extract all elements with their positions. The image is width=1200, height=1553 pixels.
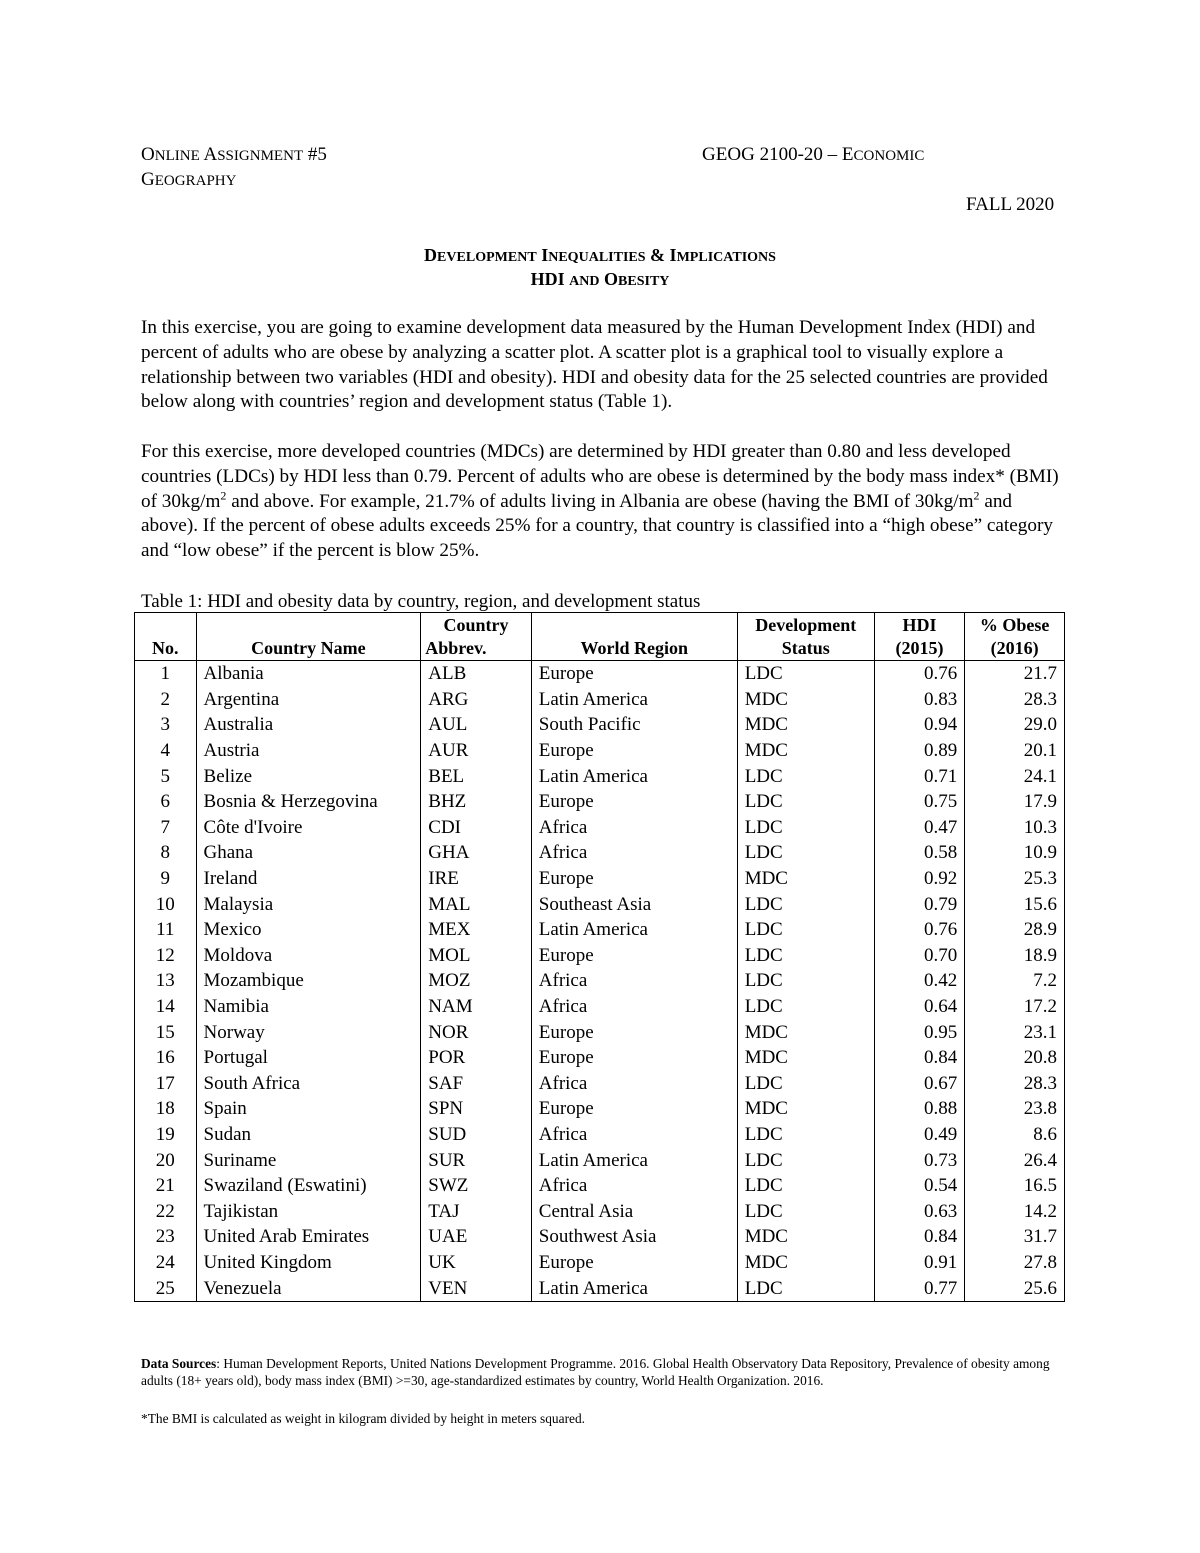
- cell-development-status: LDC: [737, 1198, 874, 1224]
- header-obese: [965, 613, 1065, 661]
- table-row: [135, 840, 1065, 866]
- cell-world-region: Latin America: [531, 687, 737, 713]
- cell-country-abbrev: MOL: [421, 943, 532, 969]
- cell-world-region: Southwest Asia: [531, 1224, 737, 1250]
- cell-country-name: United Kingdom: [196, 1250, 421, 1276]
- table-row: [135, 789, 1065, 815]
- cell-no: 15: [135, 1019, 197, 1045]
- cell-country-name: Mexico: [196, 917, 421, 943]
- cell-no: 5: [135, 763, 197, 789]
- cell-world-region: Europe: [531, 1045, 737, 1071]
- header-development-status: [737, 613, 874, 661]
- cell-hdi: 0.88: [874, 1096, 964, 1122]
- table-row: [135, 1173, 1065, 1199]
- cell-hdi: 0.58: [874, 840, 964, 866]
- table-caption: Table 1: HDI and obesity data by country, region, and development status: [141, 591, 701, 612]
- superscript-2: 2: [973, 488, 980, 503]
- table-row: [135, 1224, 1065, 1250]
- cell-world-region: Europe: [531, 789, 737, 815]
- cell-development-status: MDC: [737, 866, 874, 892]
- cell-country-name: Sudan: [196, 1122, 421, 1148]
- table-row: [135, 1122, 1065, 1148]
- cell-no: 17: [135, 1071, 197, 1097]
- cell-obese: 15.6: [965, 891, 1065, 917]
- cell-no: 18: [135, 1096, 197, 1122]
- cell-obese: 27.8: [965, 1250, 1065, 1276]
- document-title: DEVELOPMENT INEQUALITIES & IMPLICATIONS: [424, 245, 776, 265]
- cell-world-region: Central Asia: [531, 1198, 737, 1224]
- cell-world-region: Latin America: [531, 1147, 737, 1173]
- cell-obese: 20.8: [965, 1045, 1065, 1071]
- cell-obese: 23.1: [965, 1019, 1065, 1045]
- table-row: [135, 994, 1065, 1020]
- cell-country-name: Albania: [196, 661, 421, 687]
- cell-no: 16: [135, 1045, 197, 1071]
- cell-country-abbrev: SAF: [421, 1071, 532, 1097]
- cell-world-region: Europe: [531, 1250, 737, 1276]
- cell-country-name: Ghana: [196, 840, 421, 866]
- header-country-name: Country Name: [196, 613, 421, 661]
- table-row: [135, 687, 1065, 713]
- cell-world-region: Latin America: [531, 1275, 737, 1301]
- cell-obese: 21.7: [965, 661, 1065, 687]
- definition-text-3: and above). If the percent of obese adults exceeds 25% for a country, that country is classified into a “high obese” category and “low obese” if the percent is blow 25%.: [141, 490, 1053, 562]
- header-abbr-line1: Country: [443, 615, 509, 635]
- cell-world-region: Europe: [531, 866, 737, 892]
- data-table: [134, 612, 1065, 1302]
- cell-no: 9: [135, 866, 197, 892]
- cell-country-abbrev: NAM: [421, 994, 532, 1020]
- cell-development-status: LDC: [737, 840, 874, 866]
- cell-world-region: Africa: [531, 1173, 737, 1199]
- cell-development-status: MDC: [737, 1224, 874, 1250]
- cell-obese: 17.2: [965, 994, 1065, 1020]
- cell-hdi: 0.91: [874, 1250, 964, 1276]
- cell-hdi: 0.71: [874, 763, 964, 789]
- cell-hdi: 0.79: [874, 891, 964, 917]
- cell-hdi: 0.89: [874, 738, 964, 764]
- cell-country-abbrev: SUR: [421, 1147, 532, 1173]
- cell-development-status: MDC: [737, 1045, 874, 1071]
- cell-world-region: Africa: [531, 815, 737, 841]
- cell-no: 8: [135, 840, 197, 866]
- cell-hdi: 0.70: [874, 943, 964, 969]
- cell-no: 20: [135, 1147, 197, 1173]
- header-hdi: [874, 613, 964, 661]
- cell-world-region: Africa: [531, 994, 737, 1020]
- table-row: [135, 1071, 1065, 1097]
- cell-no: 10: [135, 891, 197, 917]
- cell-development-status: LDC: [737, 789, 874, 815]
- table-row: [135, 1275, 1065, 1301]
- table-row: [135, 1198, 1065, 1224]
- cell-obese: 24.1: [965, 763, 1065, 789]
- cell-development-status: LDC: [737, 1122, 874, 1148]
- cell-hdi: 0.75: [874, 789, 964, 815]
- cell-world-region: Africa: [531, 968, 737, 994]
- assignment-label: ONLINE ASSIGNMENT #5: [141, 144, 327, 165]
- cell-hdi: 0.92: [874, 866, 964, 892]
- cell-obese: 7.2: [965, 968, 1065, 994]
- document-subtitle: HDI AND OBESITY: [530, 269, 670, 289]
- data-sources-text: : Human Development Reports, United Nations Development Programme. 2016. Global Health Observatory Data Repository, Prevalence of obesity among adults (18+ years old), body mass index (BMI) >=30, age-standardized estimates by country, World Health Organization. 2016.: [141, 1356, 1050, 1388]
- cell-development-status: MDC: [737, 712, 874, 738]
- cell-obese: 25.6: [965, 1275, 1065, 1301]
- cell-development-status: LDC: [737, 994, 874, 1020]
- superscript-2: 2: [220, 488, 227, 503]
- cell-no: 22: [135, 1198, 197, 1224]
- cell-country-abbrev: SPN: [421, 1096, 532, 1122]
- header-country-abbrev: [421, 613, 532, 661]
- table-row: [135, 738, 1065, 764]
- cell-obese: 23.8: [965, 1096, 1065, 1122]
- bmi-footnote: *The BMI is calculated as weight in kilogram divided by height in meters squared.: [141, 1411, 586, 1426]
- cell-development-status: MDC: [737, 738, 874, 764]
- cell-obese: 26.4: [965, 1147, 1065, 1173]
- cell-country-name: Norway: [196, 1019, 421, 1045]
- cell-hdi: 0.63: [874, 1198, 964, 1224]
- cell-country-name: Bosnia & Herzegovina: [196, 789, 421, 815]
- cell-country-abbrev: UAE: [421, 1224, 532, 1250]
- cell-hdi: 0.54: [874, 1173, 964, 1199]
- header-status-line2: Status: [781, 638, 830, 658]
- table-body: [135, 661, 1065, 1302]
- cell-country-name: Mozambique: [196, 968, 421, 994]
- table-row: [135, 968, 1065, 994]
- cell-country-name: Portugal: [196, 1045, 421, 1071]
- cell-hdi: 0.73: [874, 1147, 964, 1173]
- table-row: [135, 815, 1065, 841]
- cell-country-name: Malaysia: [196, 891, 421, 917]
- cell-no: 1: [135, 661, 197, 687]
- cell-country-name: Spain: [196, 1096, 421, 1122]
- cell-hdi: 0.95: [874, 1019, 964, 1045]
- cell-country-abbrev: BEL: [421, 763, 532, 789]
- cell-world-region: Africa: [531, 1122, 737, 1148]
- cell-obese: 28.3: [965, 1071, 1065, 1097]
- cell-country-abbrev: MOZ: [421, 968, 532, 994]
- cell-no: 4: [135, 738, 197, 764]
- cell-no: 23: [135, 1224, 197, 1250]
- table-row: [135, 917, 1065, 943]
- table-row: [135, 1250, 1065, 1276]
- cell-obese: 29.0: [965, 712, 1065, 738]
- cell-country-name: Austria: [196, 738, 421, 764]
- cell-world-region: Europe: [531, 1019, 737, 1045]
- cell-no: 24: [135, 1250, 197, 1276]
- cell-development-status: LDC: [737, 968, 874, 994]
- cell-hdi: 0.67: [874, 1071, 964, 1097]
- cell-no: 11: [135, 917, 197, 943]
- table-row: [135, 1019, 1065, 1045]
- cell-country-name: South Africa: [196, 1071, 421, 1097]
- header-abbr-line2: Abbrev.: [425, 638, 487, 658]
- cell-country-name: United Arab Emirates: [196, 1224, 421, 1250]
- cell-no: 2: [135, 687, 197, 713]
- cell-country-abbrev: MAL: [421, 891, 532, 917]
- cell-no: 3: [135, 712, 197, 738]
- cell-obese: 10.3: [965, 815, 1065, 841]
- cell-hdi: 0.84: [874, 1045, 964, 1071]
- cell-obese: 18.9: [965, 943, 1065, 969]
- cell-obese: 31.7: [965, 1224, 1065, 1250]
- cell-hdi: 0.47: [874, 815, 964, 841]
- cell-hdi: 0.49: [874, 1122, 964, 1148]
- cell-development-status: MDC: [737, 1019, 874, 1045]
- cell-obese: 16.5: [965, 1173, 1065, 1199]
- cell-country-name: Australia: [196, 712, 421, 738]
- table-row: [135, 1147, 1065, 1173]
- cell-hdi: 0.76: [874, 917, 964, 943]
- cell-world-region: Europe: [531, 738, 737, 764]
- cell-development-status: LDC: [737, 1147, 874, 1173]
- cell-development-status: LDC: [737, 1071, 874, 1097]
- cell-obese: 28.9: [965, 917, 1065, 943]
- cell-development-status: MDC: [737, 1250, 874, 1276]
- cell-country-name: Suriname: [196, 1147, 421, 1173]
- cell-country-abbrev: ARG: [421, 687, 532, 713]
- cell-world-region: Southeast Asia: [531, 891, 737, 917]
- cell-country-name: Moldova: [196, 943, 421, 969]
- cell-country-abbrev: VEN: [421, 1275, 532, 1301]
- cell-hdi: 0.77: [874, 1275, 964, 1301]
- table-row: [135, 712, 1065, 738]
- cell-world-region: Europe: [531, 943, 737, 969]
- cell-country-abbrev: ALB: [421, 661, 532, 687]
- cell-country-abbrev: BHZ: [421, 789, 532, 815]
- cell-development-status: LDC: [737, 1173, 874, 1199]
- definition-text-2: and above. For example, 21.7% of adults living in Albania are obese (having the BMI of 30kg/m: [226, 490, 974, 512]
- cell-country-name: Swaziland (Eswatini): [196, 1173, 421, 1199]
- cell-country-abbrev: POR: [421, 1045, 532, 1071]
- cell-no: 12: [135, 943, 197, 969]
- definition-text-1: For this exercise, more developed countries (MDCs) are determined by HDI greater than 0.80 and less developed countries (LDCs) by HDI less than 0.79. Percent of adults who are obese is determined by the body mass index* (BMI) of 30kg/m: [141, 441, 1059, 512]
- header-hdi-line2: (2015): [895, 638, 944, 658]
- cell-hdi: 0.76: [874, 661, 964, 687]
- cell-country-name: Ireland: [196, 866, 421, 892]
- table-row: [135, 763, 1065, 789]
- data-sources-note: [141, 1355, 1061, 1389]
- cell-hdi: 0.64: [874, 994, 964, 1020]
- cell-hdi: 0.94: [874, 712, 964, 738]
- cell-development-status: LDC: [737, 891, 874, 917]
- header-status-line1: Development: [755, 615, 857, 635]
- table-header-row: [135, 613, 1065, 661]
- data-sources-label: Data Sources: [141, 1356, 217, 1371]
- cell-hdi: 0.84: [874, 1224, 964, 1250]
- cell-world-region: Africa: [531, 840, 737, 866]
- cell-development-status: LDC: [737, 763, 874, 789]
- cell-world-region: Europe: [531, 1096, 737, 1122]
- cell-country-name: Belize: [196, 763, 421, 789]
- cell-development-status: LDC: [737, 943, 874, 969]
- cell-no: 7: [135, 815, 197, 841]
- cell-country-abbrev: SUD: [421, 1122, 532, 1148]
- cell-development-status: LDC: [737, 917, 874, 943]
- cell-country-abbrev: MEX: [421, 917, 532, 943]
- cell-country-abbrev: TAJ: [421, 1198, 532, 1224]
- cell-no: 13: [135, 968, 197, 994]
- cell-no: 19: [135, 1122, 197, 1148]
- table-row: [135, 661, 1065, 687]
- cell-no: 14: [135, 994, 197, 1020]
- header-obese-line1: % Obese: [979, 615, 1050, 635]
- cell-world-region: South Pacific: [531, 712, 737, 738]
- cell-world-region: Latin America: [531, 763, 737, 789]
- cell-obese: 28.3: [965, 687, 1065, 713]
- table-row: [135, 866, 1065, 892]
- course-label-continued: GEOGRAPHY: [141, 169, 237, 190]
- cell-country-name: Argentina: [196, 687, 421, 713]
- cell-country-name: Tajikistan: [196, 1198, 421, 1224]
- table-row: [135, 943, 1065, 969]
- header-obese-line2: (2016): [990, 638, 1039, 658]
- header-hdi-line1: HDI: [902, 615, 937, 635]
- cell-no: 21: [135, 1173, 197, 1199]
- cell-country-abbrev: UK: [421, 1250, 532, 1276]
- cell-obese: 20.1: [965, 738, 1065, 764]
- cell-country-abbrev: AUR: [421, 738, 532, 764]
- cell-country-abbrev: NOR: [421, 1019, 532, 1045]
- cell-world-region: Latin America: [531, 917, 737, 943]
- cell-country-abbrev: IRE: [421, 866, 532, 892]
- cell-obese: 14.2: [965, 1198, 1065, 1224]
- cell-hdi: 0.42: [874, 968, 964, 994]
- term-label: FALL 2020: [966, 194, 1055, 215]
- table-row: [135, 1045, 1065, 1071]
- cell-development-status: MDC: [737, 1096, 874, 1122]
- cell-no: 6: [135, 789, 197, 815]
- cell-country-abbrev: AUL: [421, 712, 532, 738]
- intro-paragraph: In this exercise, you are going to examine development data measured by the Human Development Index (HDI) and percent of adults who are obese by analyzing a scatter plot. A scatter plot is a graphical tool to visually explore a relationship between two variables (HDI and obesity). HDI and obesity data for the 25 selected countries are provided below along with countries’ region and development status (Table 1).: [141, 317, 1048, 413]
- cell-hdi: 0.83: [874, 687, 964, 713]
- cell-development-status: LDC: [737, 661, 874, 687]
- cell-country-name: Venezuela: [196, 1275, 421, 1301]
- cell-obese: 8.6: [965, 1122, 1065, 1148]
- cell-country-name: Côte d'Ivoire: [196, 815, 421, 841]
- cell-obese: 25.3: [965, 866, 1065, 892]
- cell-development-status: LDC: [737, 1275, 874, 1301]
- cell-development-status: LDC: [737, 815, 874, 841]
- cell-world-region: Europe: [531, 661, 737, 687]
- cell-country-abbrev: SWZ: [421, 1173, 532, 1199]
- cell-obese: 10.9: [965, 840, 1065, 866]
- course-label: GEOG 2100-20 – ECONOMIC: [702, 144, 925, 165]
- cell-country-abbrev: GHA: [421, 840, 532, 866]
- table-row: [135, 891, 1065, 917]
- header-world-region: World Region: [531, 613, 737, 661]
- cell-no: 25: [135, 1275, 197, 1301]
- table-row: [135, 1096, 1065, 1122]
- header-no: No.: [135, 613, 197, 661]
- cell-world-region: Africa: [531, 1071, 737, 1097]
- cell-development-status: MDC: [737, 687, 874, 713]
- definition-paragraph: [141, 440, 1061, 564]
- cell-country-abbrev: CDI: [421, 815, 532, 841]
- cell-obese: 17.9: [965, 789, 1065, 815]
- cell-country-name: Namibia: [196, 994, 421, 1020]
